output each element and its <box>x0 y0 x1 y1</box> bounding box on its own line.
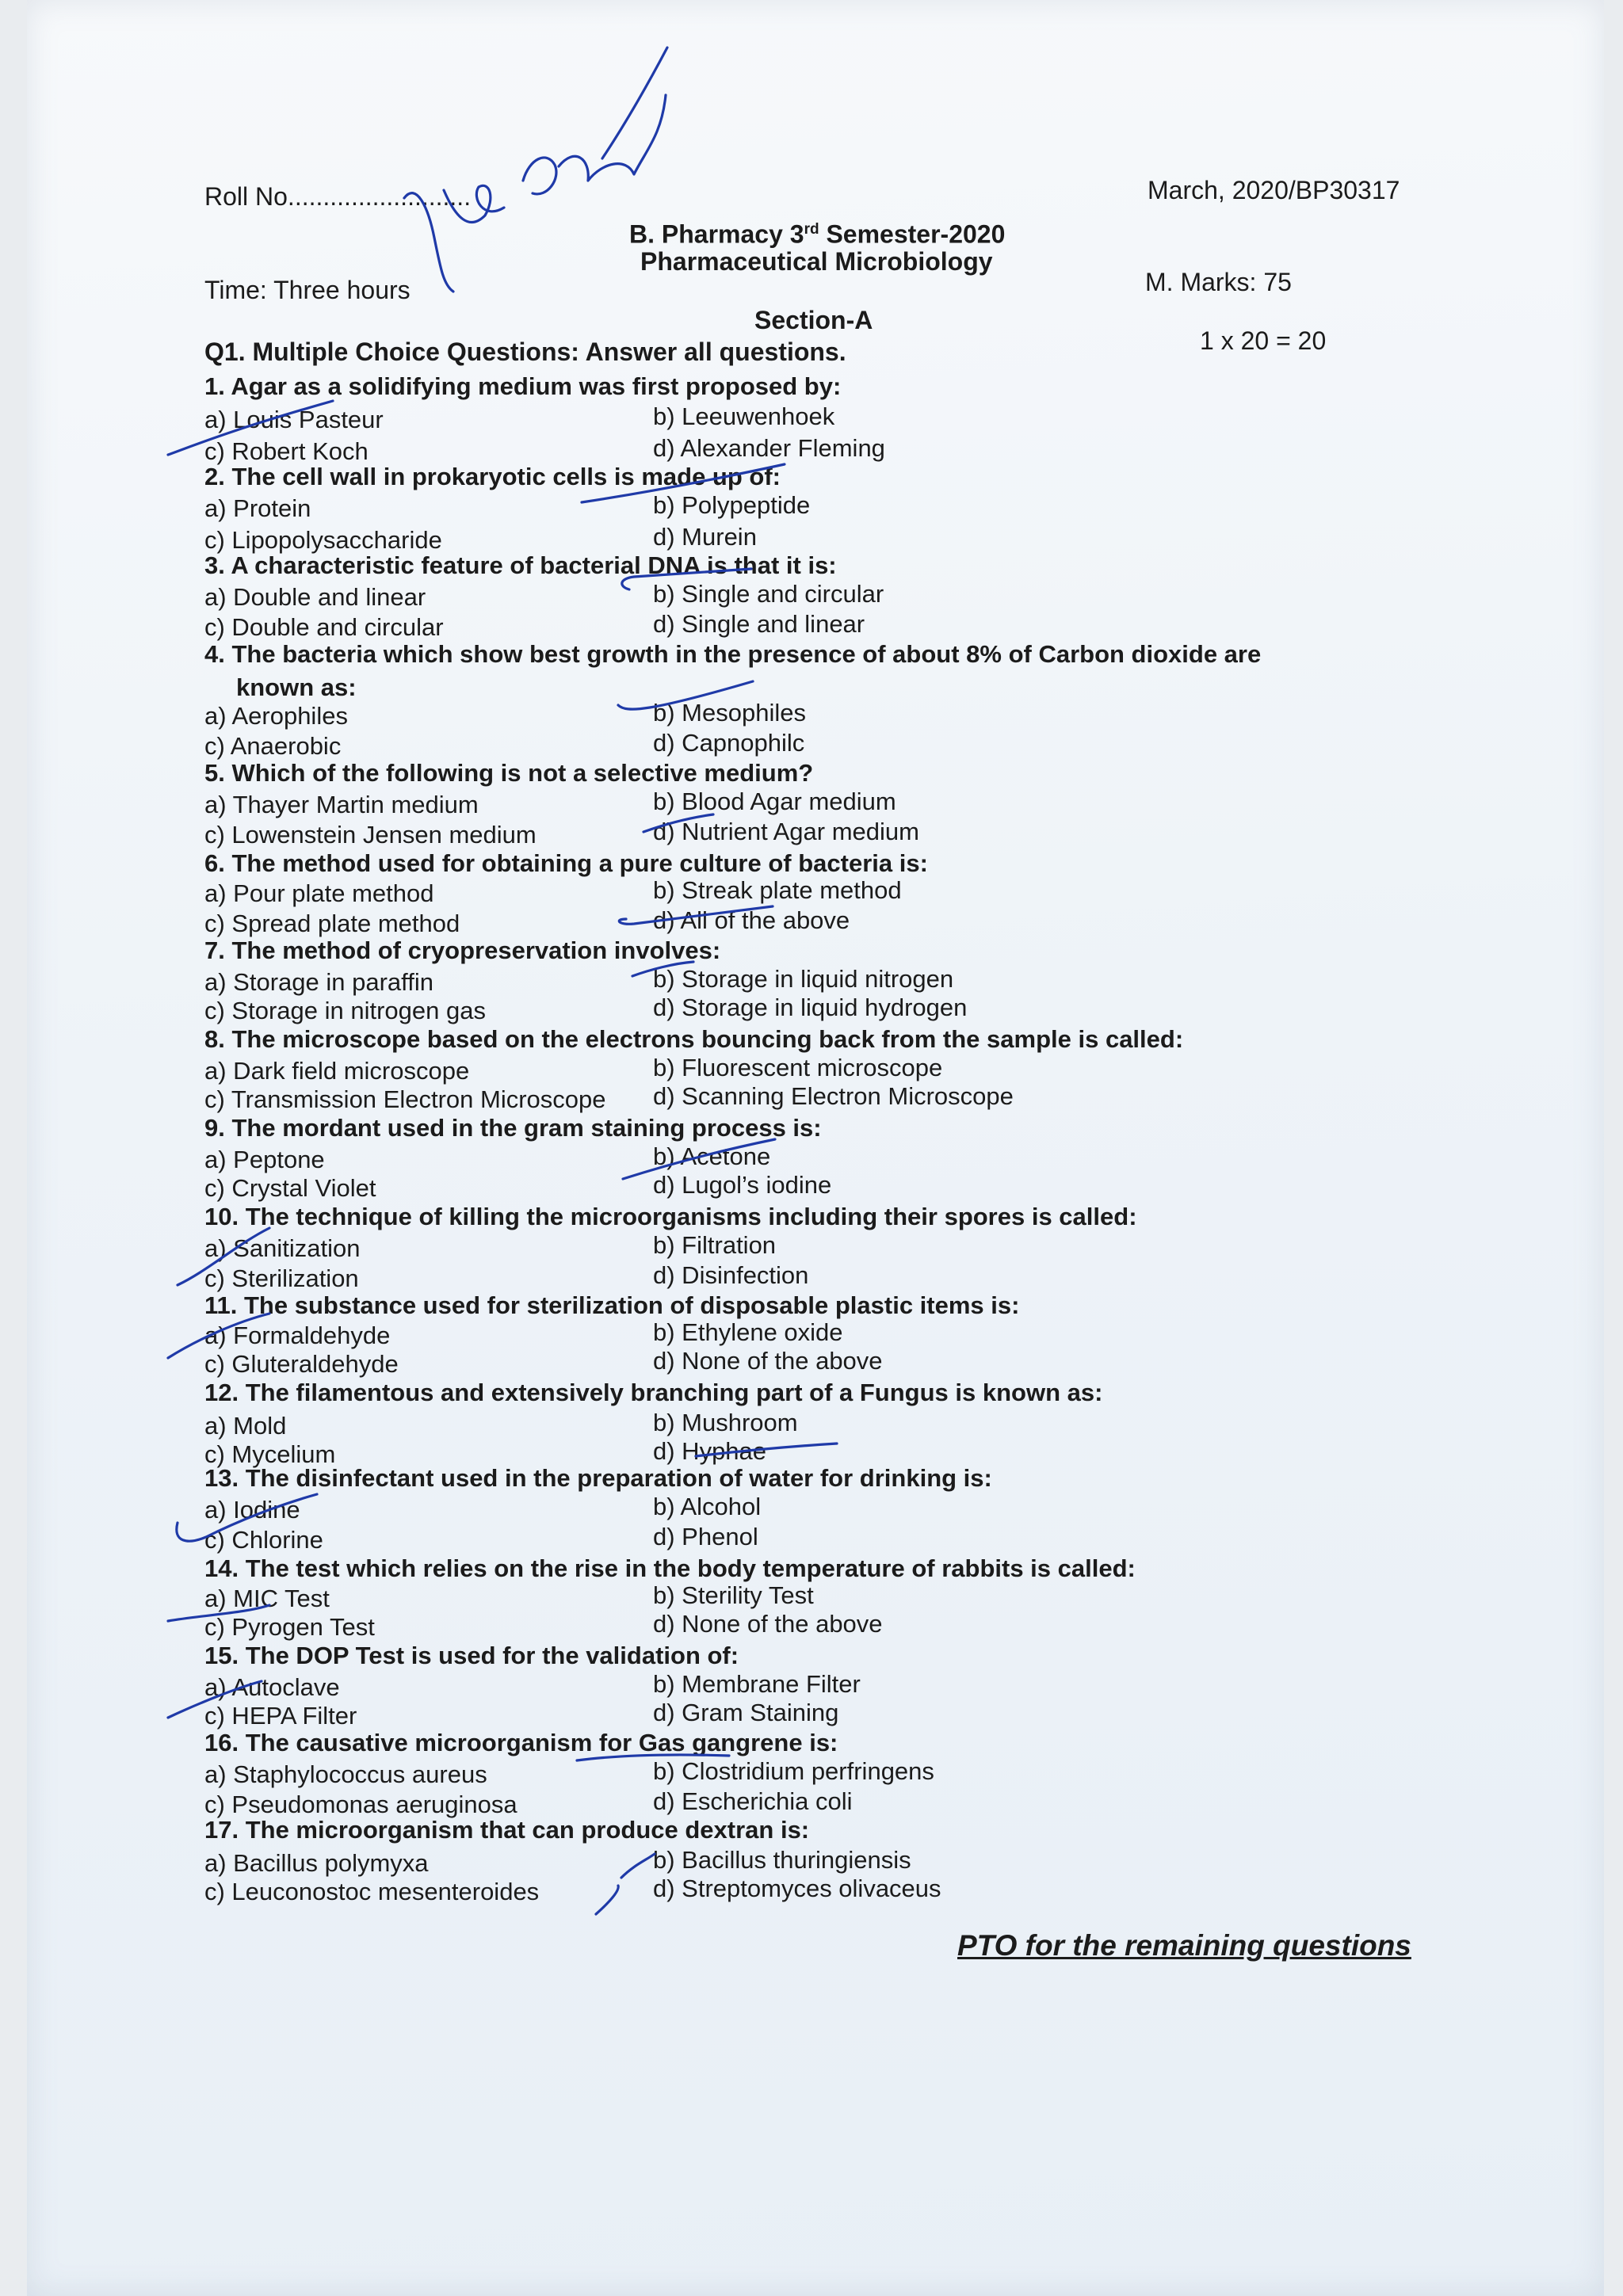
course-title: B. Pharmacy 3rd Semester-2020 <box>629 219 1006 249</box>
option-d: d) Streptomyces olivaceus <box>653 1875 941 1902</box>
option-b: b) Leeuwenhoek <box>653 402 835 430</box>
option-d: d) None of the above <box>653 1347 883 1375</box>
option-c: c) Sterilization <box>204 1264 359 1292</box>
question-text: 1. Agar as a solidifying medium was first proposed by: <box>204 372 842 400</box>
date-code: March, 2020/BP30317 <box>1148 176 1400 204</box>
option-d: d) None of the above <box>653 1610 883 1638</box>
option-c: c) Mycelium <box>204 1440 336 1468</box>
option-c: c) Gluteraldehyde <box>204 1350 399 1378</box>
option-d: d) Capnophilc <box>653 729 805 757</box>
time-label: Time: Three hours <box>204 276 411 304</box>
subject-title: Pharmaceutical Microbiology <box>640 247 993 276</box>
option-c: c) Pseudomonas aeruginosa <box>204 1791 517 1818</box>
option-b: b) Sterility Test <box>653 1581 814 1609</box>
question-text: 10. The technique of killing the microorganisms including their spores is called: <box>204 1203 1137 1230</box>
option-b: b) Membrane Filter <box>653 1670 861 1698</box>
option-c: c) Chlorine <box>204 1526 323 1554</box>
question-text: 13. The disinfectant used in the preparation of water for drinking is: <box>204 1464 992 1492</box>
q1-marks: 1 x 20 = 20 <box>1200 326 1327 355</box>
question-text: 16. The causative microorganism for Gas gangrene is: <box>204 1729 838 1756</box>
option-c: c) Pyrogen Test <box>204 1613 375 1641</box>
option-b: b) Single and circular <box>653 580 884 608</box>
option-a: a) Dark field microscope <box>204 1057 470 1085</box>
max-marks: M. Marks: 75 <box>1145 268 1292 296</box>
option-c: c) Leuconostoc mesenteroides <box>204 1878 540 1905</box>
question-text: 12. The filamentous and extensively branching part of a Fungus is known as: <box>204 1379 1103 1406</box>
option-d: d) All of the above <box>653 906 850 934</box>
question-text: 3. A characteristic feature of bacterial DNA is that it is: <box>204 551 837 579</box>
option-a: a) Staphylococcus aureus <box>204 1760 487 1788</box>
option-b: b) Alcohol <box>653 1493 762 1520</box>
option-d: d) Murein <box>653 523 757 551</box>
option-b: b) Fluorescent microscope <box>653 1054 943 1081</box>
option-b: b) Clostridium perfringens <box>653 1757 934 1785</box>
option-c: c) Lipopolysaccharide <box>204 526 442 554</box>
option-a: a) Formaldehyde <box>204 1322 391 1349</box>
option-b: b) Mesophiles <box>653 699 806 727</box>
option-a: a) Mold <box>204 1412 287 1440</box>
option-b: b) Filtration <box>653 1231 777 1259</box>
option-d: d) Hyphae <box>653 1437 767 1465</box>
question-text: 9. The mordant used in the gram staining process is: <box>204 1114 822 1142</box>
option-a: a) Autoclave <box>204 1673 340 1701</box>
option-d: d) Alexander Fleming <box>653 434 885 462</box>
question-text: 2. The cell wall in prokaryotic cells is made up of: <box>204 463 781 490</box>
option-a: a) Aerophiles <box>204 702 348 730</box>
option-a: a) Bacillus polymyxa <box>204 1849 429 1877</box>
section-title: Section-A <box>754 306 873 334</box>
option-b: b) Streak plate method <box>653 876 902 904</box>
option-d: d) Nutrient Agar medium <box>653 818 919 845</box>
option-c: c) Double and circular <box>204 613 444 641</box>
question-text: 17. The microorganism that can produce dextran is: <box>204 1816 810 1844</box>
option-a: a) Iodine <box>204 1496 300 1524</box>
option-c: c) Crystal Violet <box>204 1174 376 1202</box>
question-text: 6. The method used for obtaining a pure culture of bacteria is: <box>204 849 928 877</box>
question-text: 14. The test which relies on the rise in the body temperature of rabbits is called: <box>204 1554 1136 1582</box>
option-b: b) Blood Agar medium <box>653 788 896 815</box>
option-a: a) Louis Pasteur <box>204 406 384 433</box>
option-a: a) Storage in paraffin <box>204 968 433 996</box>
option-b: b) Polypeptide <box>653 491 811 519</box>
question-text: 7. The method of cryopreservation involves: <box>204 936 721 964</box>
option-d: d) Escherichia coli <box>653 1787 853 1815</box>
option-a: a) Thayer Martin medium <box>204 791 479 818</box>
option-a: a) Protein <box>204 494 311 522</box>
option-d: d) Storage in liquid hydrogen <box>653 994 968 1021</box>
option-b: b) Ethylene oxide <box>653 1318 843 1346</box>
question-text: 8. The microscope based on the electrons bouncing back from the sample is called: <box>204 1025 1184 1053</box>
option-c: c) Storage in nitrogen gas <box>204 997 486 1024</box>
option-d: d) Scanning Electron Microscope <box>653 1082 1014 1110</box>
question-text: 11. The substance used for sterilization of disposable plastic items is: <box>204 1291 1020 1319</box>
option-b: b) Storage in liquid nitrogen <box>653 965 954 993</box>
option-c: c) Transmission Electron Microscope <box>204 1085 606 1113</box>
option-b: b) Acetone <box>653 1142 771 1170</box>
option-a: a) Peptone <box>204 1146 325 1173</box>
question-text-continued: known as: <box>236 673 357 701</box>
q1-title: Q1. Multiple Choice Questions: Answer all questions. <box>204 338 846 366</box>
option-c: c) Robert Koch <box>204 437 369 465</box>
option-d: d) Lugol’s iodine <box>653 1171 832 1199</box>
question-text: 15. The DOP Test is used for the validation of: <box>204 1642 739 1669</box>
question-text: 5. Which of the following is not a selective medium? <box>204 759 814 787</box>
question-text: 4. The bacteria which show best growth in the presence of about 8% of Carbon dioxide are <box>204 640 1262 668</box>
option-d: d) Phenol <box>653 1523 758 1550</box>
option-d: d) Disinfection <box>653 1261 809 1289</box>
option-d: d) Single and linear <box>653 610 865 638</box>
option-b: b) Bacillus thuringiensis <box>653 1846 911 1874</box>
option-a: a) Pour plate method <box>204 879 434 907</box>
option-b: b) Mushroom <box>653 1409 798 1436</box>
option-c: c) Lowenstein Jensen medium <box>204 821 537 849</box>
option-c: c) Spread plate method <box>204 910 460 937</box>
option-a: a) Sanitization <box>204 1234 361 1262</box>
option-a: a) Double and linear <box>204 583 426 611</box>
option-c: c) HEPA Filter <box>204 1702 357 1730</box>
option-d: d) Gram Staining <box>653 1699 839 1726</box>
pto-note: PTO for the remaining questions <box>957 1929 1411 1962</box>
roll-number-label: Roll No.......................... <box>204 182 472 211</box>
option-a: a) MIC Test <box>204 1585 330 1612</box>
option-c: c) Anaerobic <box>204 732 342 760</box>
